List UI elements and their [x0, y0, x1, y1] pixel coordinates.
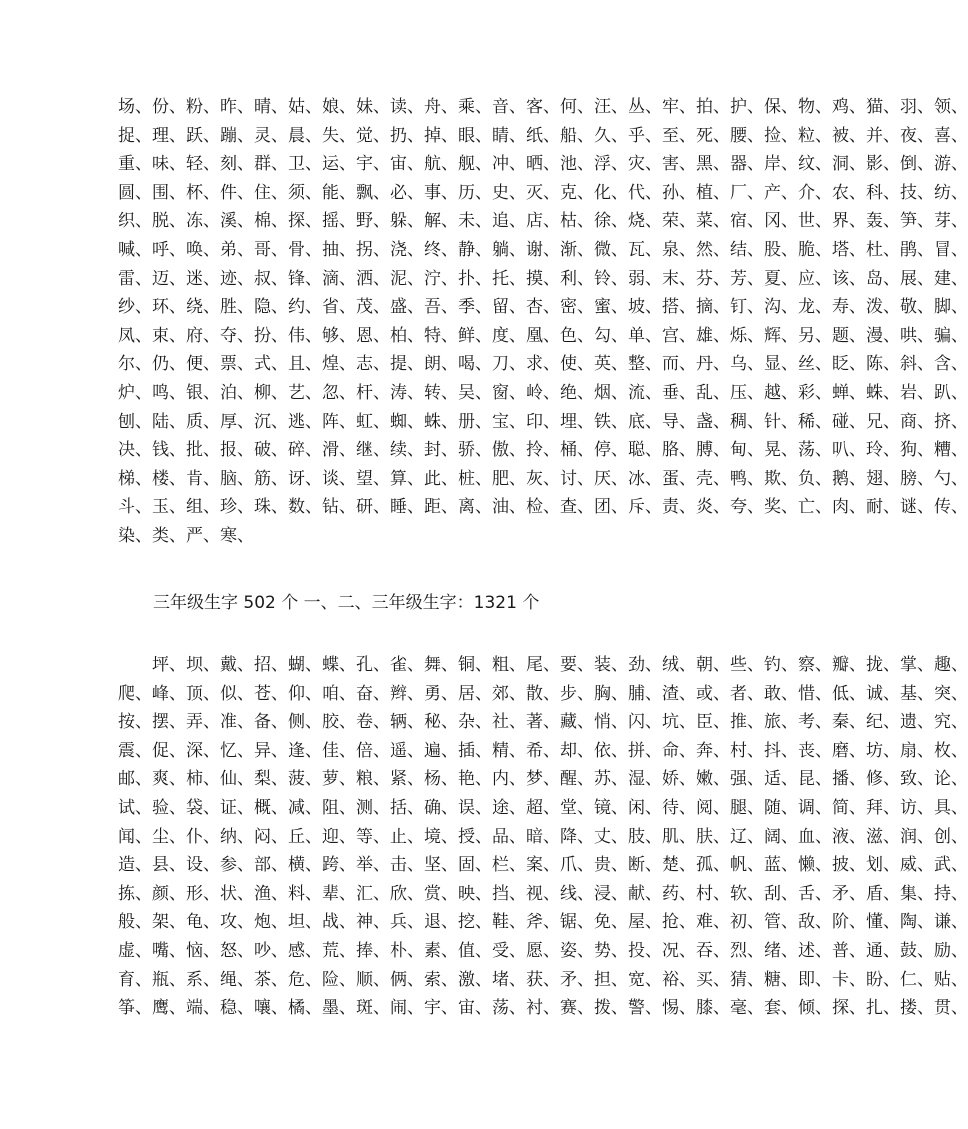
text-line: 爬、峰、顶、似、苍、仰、咱、奋、辫、勇、居、郊、散、步、胸、脯、渣、或、者、敢、惜、低、诚、基、突、: [118, 683, 968, 704]
text-line: 凤、束、府、夺、扮、伟、够、恩、柏、特、鲜、度、凰、色、勾、单、宫、雄、烁、辉、另、题、漫、哄、骗、: [118, 325, 968, 346]
text-line: 尔、仍、便、票、式、且、煌、志、提、朗、喝、刀、求、使、英、整、而、丹、乌、显、丝、眨、陈、斜、含、: [118, 354, 968, 375]
text-line: 坪、坝、戴、招、蝴、蝶、孔、雀、舞、铜、粗、尾、要、装、劲、绒、朝、些、钓、察、瓣、拢、掌、趣、: [152, 655, 968, 675]
text-line: 场、份、粉、昨、晴、姑、娘、妹、读、舟、乘、音、客、何、汪、丛、牢、拍、护、保、物、鸡、猫、羽、领、: [118, 97, 968, 117]
text-line: 纱、环、绕、胜、隐、约、省、茂、盛、吾、季、留、杏、密、蜜、坡、搭、摘、钉、沟、龙、寿、泼、敬、脚、: [118, 297, 968, 318]
text-line: 闻、尘、仆、纳、闷、丘、迎、等、止、境、授、品、暗、降、丈、肢、肌、肤、辽、阔、血、液、滋、润、创、: [118, 826, 968, 847]
text-line: 织、脱、冻、溪、棉、探、摇、野、躲、解、未、追、店、枯、徐、烧、荣、菜、宿、冈、世、界、轰、笋、芽、: [118, 211, 968, 232]
text-line: 邮、爽、柿、仙、梨、菠、萝、粮、紧、杨、艳、内、梦、醒、苏、湿、娇、嫩、强、适、昆、播、修、致、论、: [118, 769, 968, 790]
text-line: 震、促、深、忆、异、逢、佳、倍、遥、遍、插、精、希、却、依、拼、命、奔、村、抖、丧、磨、坊、扇、枚、: [118, 740, 968, 761]
text-line: 捉、理、跃、蹦、灵、晨、失、觉、扔、掉、眼、睛、纸、船、久、乎、至、死、腰、捡、粒、被、并、夜、喜、: [118, 125, 968, 146]
text-line: 般、架、龟、攻、炮、坦、战、神、兵、退、挖、鞋、斧、锯、免、屋、抢、难、初、管、敌、阶、懂、陶、谦、: [118, 912, 968, 933]
text-line: 炉、鸣、银、泊、柳、艺、忽、杆、涛、转、吴、窗、岭、绝、烟、流、垂、乱、压、越、彩、蝉、蛛、岩、趴、: [118, 383, 968, 403]
text-line: 雷、迈、迷、迹、叔、锋、滴、洒、泥、泞、扑、托、摸、利、铃、弱、末、芬、芳、夏、应、该、岛、展、建、: [118, 268, 968, 289]
text-line: 试、验、袋、证、概、减、阻、测、括、确、误、途、超、堂、镜、闲、待、阅、腿、随、调、简、拜、访、具、: [118, 798, 968, 818]
text-line: 染、类、严、寒、: [118, 526, 254, 546]
text-line: 筝、鹰、端、稳、嚷、橘、墨、斑、闹、宇、宙、荡、衬、赛、拨、警、惕、膝、毫、套、倾、探、扎、搂、贯、: [118, 998, 968, 1019]
text-line: 拣、颜、形、状、渔、料、辈、汇、欣、赏、映、挡、视、线、浸、献、药、村、软、刮、舌、矛、盾、集、持、: [118, 883, 968, 904]
text-line: 重、味、轻、刻、群、卫、运、宇、宙、航、舰、冲、晒、池、浮、灾、害、黑、器、岸、纹、洞、影、倒、游、: [118, 154, 968, 175]
text-line: 决、钱、批、报、破、碎、滑、继、续、封、骄、傲、拎、桶、停、聪、胳、膊、甸、晃、荡、叭、玲、狗、糟、: [118, 440, 968, 461]
text-line: 育、瓶、系、绳、茶、危、险、顺、俩、索、激、堵、获、矛、担、宽、裕、买、猜、糖、即、卡、盼、仁、贴、: [118, 969, 968, 990]
section-heading: 三年级生字 502 个 一、二、三年级生字：1321 个: [153, 593, 540, 613]
text-line: 斗、玉、组、珍、珠、数、钻、研、睡、距、离、油、检、查、团、斥、责、炎、夸、奖、亡、肉、耐、谜、传、: [118, 497, 968, 518]
text-line: 虚、嘴、恼、怒、吵、感、荒、捧、朴、素、值、受、愿、姿、势、投、况、吞、烈、绪、述、普、通、鼓、励、: [118, 941, 968, 961]
text-line: 造、县、设、参、部、横、跨、举、击、坚、固、栏、案、爪、贵、断、楚、孤、帆、蓝、懒、披、划、威、武、: [118, 855, 968, 876]
text-line: 喊、呼、唤、弟、哥、骨、抽、拐、浇、终、静、躺、谢、渐、微、瓦、泉、然、结、股、脆、塔、杜、鹃、冒、: [118, 240, 968, 260]
text-line: 圆、围、杯、件、住、须、能、飘、必、事、历、史、灭、克、化、代、孙、植、厂、产、介、农、科、技、纺、: [118, 182, 968, 203]
text-line: 刨、陆、质、厚、沉、逃、阵、虹、蜘、蛛、册、宝、印、埋、铁、底、导、盏、稠、针、稀、碰、兄、商、挤、: [118, 411, 968, 432]
text-line: 按、摆、弄、准、备、侧、胶、卷、辆、秘、杂、社、著、藏、悄、闪、坑、臣、推、旅、考、秦、纪、遗、究、: [118, 712, 968, 733]
text-line: 梯、楼、肯、脑、筋、讶、谈、望、算、此、桩、肥、灰、讨、厌、冰、蛋、壳、鸭、欺、负、鹅、翅、膀、勺、: [118, 468, 968, 489]
